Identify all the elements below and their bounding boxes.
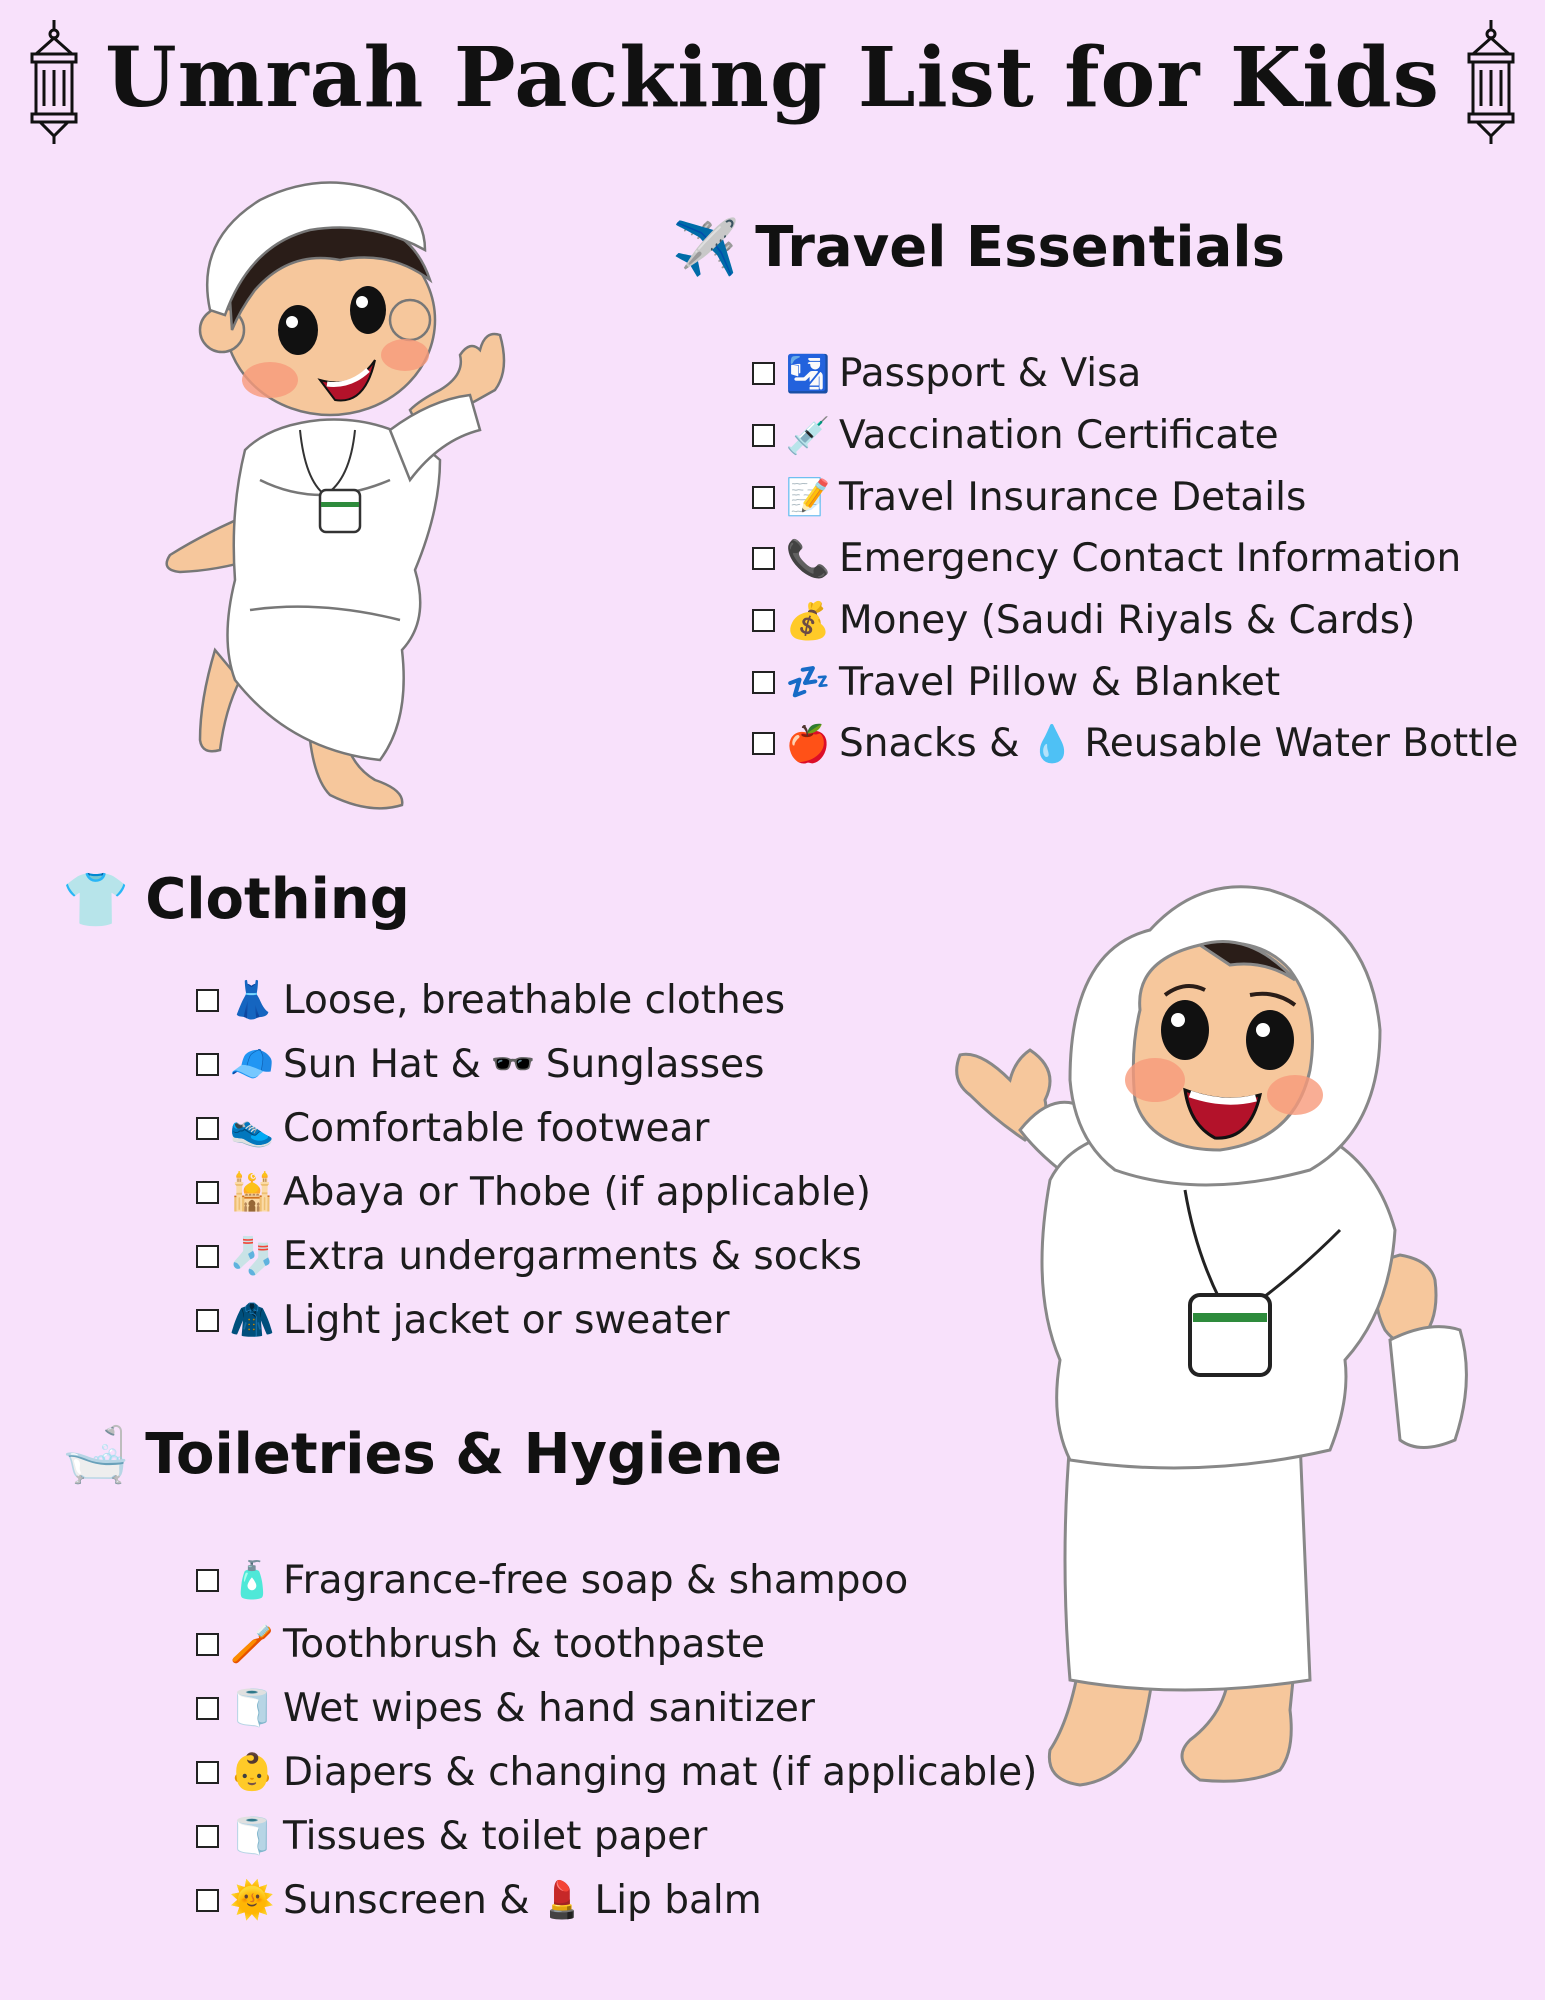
item-text: Money (Saudi Riyals & Cards) xyxy=(839,598,1416,644)
clothing-heading xyxy=(62,867,410,932)
checkbox[interactable] xyxy=(752,547,775,570)
list-item xyxy=(196,1676,1037,1740)
socks-icon: 🧦 xyxy=(229,1236,275,1277)
item-text: Comfortable footwear xyxy=(283,1105,710,1151)
item-text: Travel Pillow & Blanket xyxy=(839,659,1281,705)
checkbox[interactable] xyxy=(196,1825,219,1848)
t-shirt-icon: 👕 xyxy=(62,867,130,931)
clothing-list xyxy=(196,968,871,1352)
baby-icon: 👶 xyxy=(229,1752,275,1793)
section-title: Clothing xyxy=(145,867,410,932)
memo-icon: 📝 xyxy=(785,477,831,519)
list-item xyxy=(196,1160,871,1224)
list-item xyxy=(196,1224,871,1288)
checkbox[interactable] xyxy=(196,1053,219,1076)
checkbox[interactable] xyxy=(196,1633,219,1656)
section-title: Toiletries & Hygiene xyxy=(145,1422,783,1487)
list-item xyxy=(196,1032,871,1096)
item-text: Snacks & xyxy=(839,721,1020,767)
list-item xyxy=(752,590,1518,652)
passport-control-icon: 🛂 xyxy=(785,353,831,395)
mosque-icon: 🕌 xyxy=(229,1172,275,1213)
item-text: Wet wipes & hand sanitizer xyxy=(283,1685,815,1731)
sneaker-icon: 👟 xyxy=(229,1108,275,1149)
checkbox[interactable] xyxy=(752,671,775,694)
zzz-icon: 💤 xyxy=(785,662,831,704)
droplet-icon: 💧 xyxy=(1029,723,1075,765)
list-item xyxy=(752,713,1518,775)
list-item xyxy=(196,1096,871,1160)
item-text: Loose, breathable clothes xyxy=(283,977,786,1023)
item-text: Emergency Contact Information xyxy=(839,536,1462,582)
item-text: Passport & Visa xyxy=(839,351,1142,397)
toiletries-list xyxy=(196,1548,1037,1932)
list-item xyxy=(196,1548,1037,1612)
list-item xyxy=(752,528,1518,590)
list-item xyxy=(196,1868,1037,1932)
list-item xyxy=(752,466,1518,528)
money-bag-icon: 💰 xyxy=(785,600,831,642)
toilet-roll-icon: 🧻 xyxy=(229,1688,275,1729)
item-text: Vaccination Certificate xyxy=(839,413,1279,459)
lotion-bottle-icon: 🧴 xyxy=(229,1560,275,1601)
dress-icon: 👗 xyxy=(229,980,275,1021)
item-text: Light jacket or sweater xyxy=(283,1297,730,1343)
checkbox[interactable] xyxy=(196,1889,219,1912)
item-text: Abaya or Thobe (if applicable) xyxy=(283,1169,871,1215)
cap-icon: 🧢 xyxy=(229,1044,275,1085)
sun-icon: 🌞 xyxy=(229,1880,275,1921)
airplane-icon: ✈️ xyxy=(672,215,740,279)
item-text: Fragrance-free soap & shampoo xyxy=(283,1557,909,1603)
syringe-icon: 💉 xyxy=(785,415,831,457)
item-text: Sunscreen & xyxy=(283,1877,530,1923)
item-text: Diapers & changing mat (if applicable) xyxy=(283,1749,1038,1795)
travel-essentials-heading xyxy=(672,215,1285,280)
item-text: Reusable Water Bottle xyxy=(1084,721,1519,767)
sunglasses-icon: 🕶️ xyxy=(490,1044,536,1085)
list-item xyxy=(196,1804,1037,1868)
toiletries-heading xyxy=(62,1422,782,1487)
checkbox[interactable] xyxy=(196,1697,219,1720)
section-title: Travel Essentials xyxy=(755,215,1285,280)
list-item xyxy=(752,343,1518,405)
boy-illustration xyxy=(140,180,540,830)
checkbox[interactable] xyxy=(752,486,775,509)
checkbox[interactable] xyxy=(752,609,775,632)
list-item xyxy=(752,405,1518,467)
list-item xyxy=(752,651,1518,713)
toilet-roll-icon: 🧻 xyxy=(229,1816,275,1857)
list-item xyxy=(196,1612,1037,1676)
item-text: Travel Insurance Details xyxy=(839,474,1307,520)
toothbrush-icon: 🪥 xyxy=(229,1624,275,1665)
lipstick-icon: 💄 xyxy=(539,1880,585,1921)
telephone-icon: 📞 xyxy=(785,538,831,580)
item-text: Toothbrush & toothpaste xyxy=(283,1621,765,1667)
checkbox[interactable] xyxy=(196,1309,219,1332)
checkbox[interactable] xyxy=(196,1761,219,1784)
checkbox[interactable] xyxy=(196,1117,219,1140)
apple-icon: 🍎 xyxy=(785,723,831,765)
item-text: Extra undergarments & socks xyxy=(283,1233,862,1279)
item-text: Sunglasses xyxy=(545,1041,765,1087)
checkbox[interactable] xyxy=(752,424,775,447)
bathtub-icon: 🛁 xyxy=(62,1422,130,1486)
list-item xyxy=(196,968,871,1032)
checkbox[interactable] xyxy=(752,732,775,755)
girl-illustration xyxy=(950,880,1510,1800)
item-text: Tissues & toilet paper xyxy=(283,1813,708,1859)
list-item xyxy=(196,1740,1037,1804)
item-text: Lip balm xyxy=(594,1877,762,1923)
travel-essentials-list xyxy=(752,343,1518,775)
checkbox[interactable] xyxy=(196,989,219,1012)
checkbox[interactable] xyxy=(196,1569,219,1592)
list-item xyxy=(196,1288,871,1352)
checkbox[interactable] xyxy=(196,1245,219,1268)
checkbox[interactable] xyxy=(196,1181,219,1204)
checkbox[interactable] xyxy=(752,362,775,385)
page-title: Umrah Packing List for Kids xyxy=(105,30,1440,126)
coat-icon: 🧥 xyxy=(229,1300,275,1341)
item-text: Sun Hat & xyxy=(283,1041,481,1087)
